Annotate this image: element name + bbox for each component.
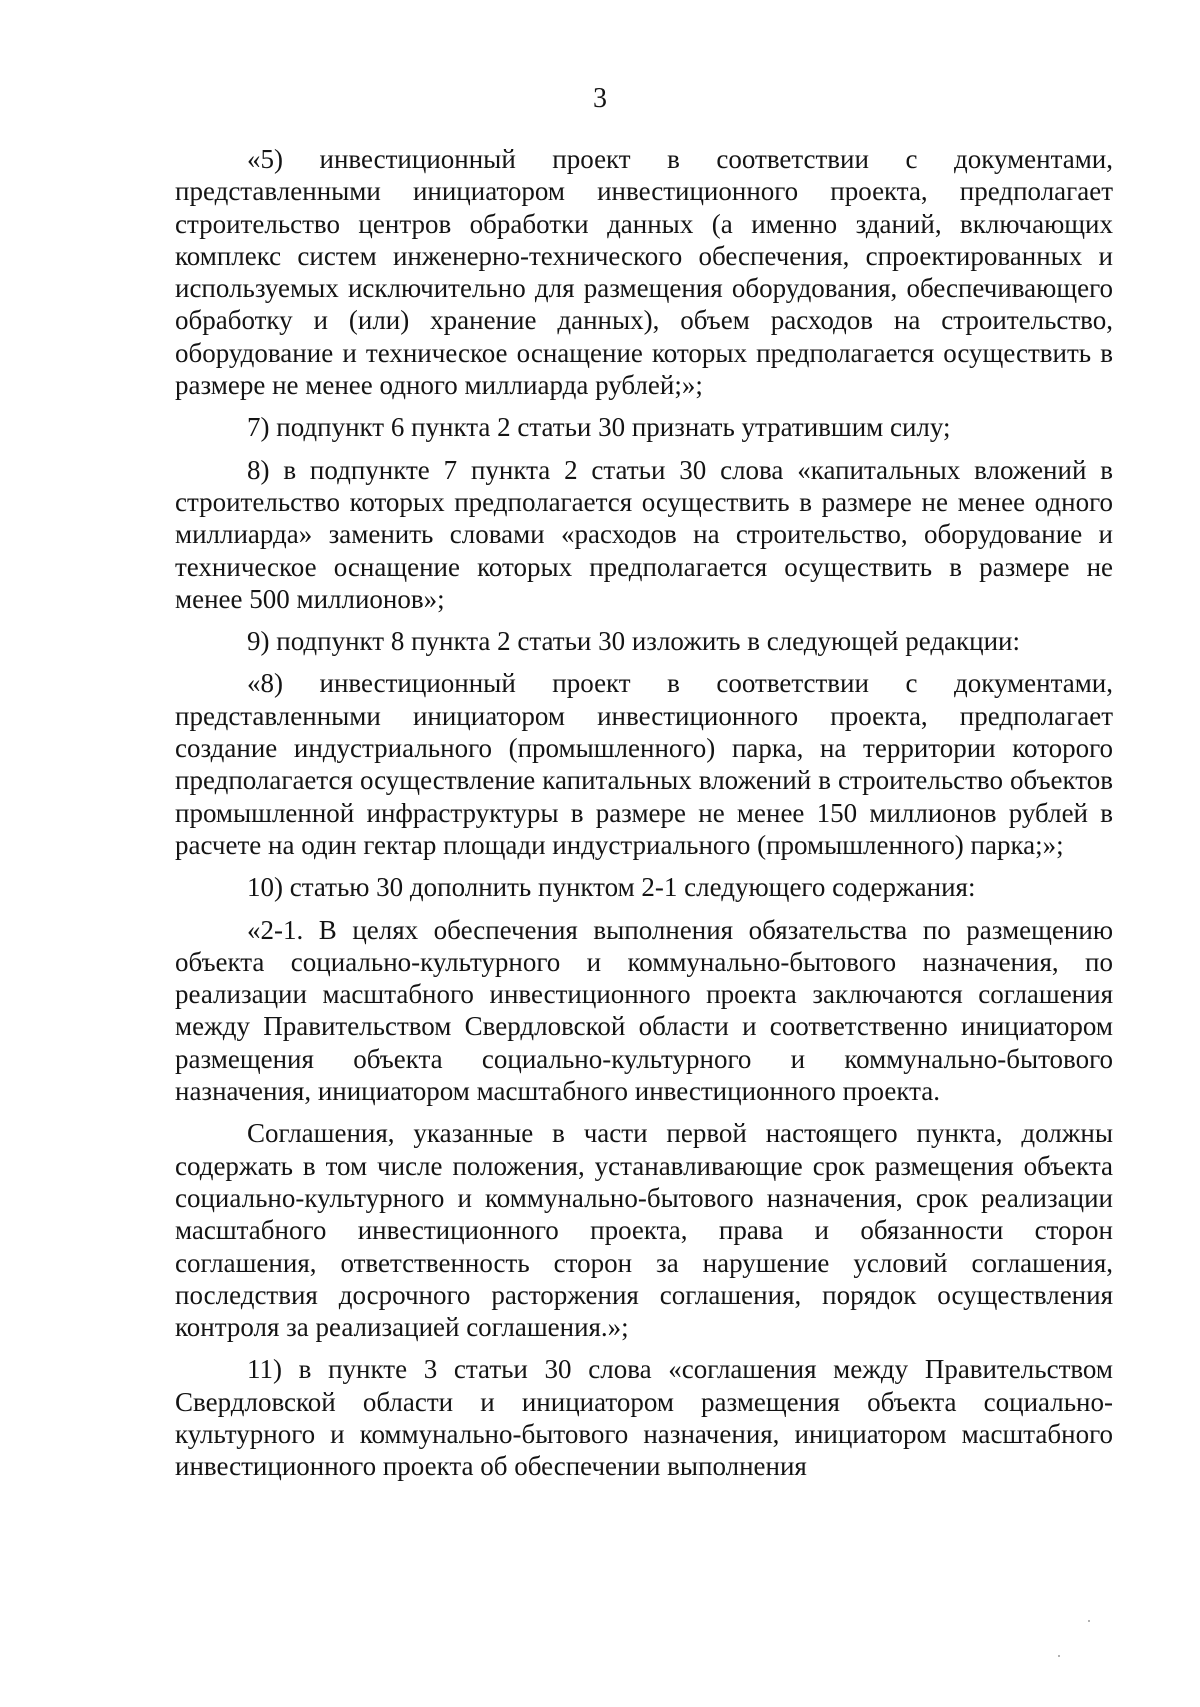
document-body xyxy=(175,143,1113,1493)
paragraph-item-5-quote: «5) инвестиционный проект в соответствии с документами, представленными инициатором инвестиционного проекта, предполагает строительство центров обработки данных (а именно зданий, включающих комплекс систем инженерно-технического обеспечения, спроектированных и используемых исключительно для размещения оборудования, обеспечивающего обработку и (или) хранение данных), объем расходов на строительство, оборудование и техническое оснащение которых предполагается осуществить в размере не менее одного миллиарда рублей;»; xyxy=(175,144,1113,401)
scan-speck xyxy=(1088,1620,1090,1622)
paragraph-item-9: 9) подпункт 8 пункта 2 статьи 30 изложить в следующей редакции: xyxy=(247,626,1021,657)
paragraph-item-11: 11) в пункте 3 статьи 30 слова «соглашения между Правительством Свердловской области и инициатором размещения объекта социально-культурного и коммунально-бытового назначения, инициатором масштабного инвестиционного проекта об обеспечении выполнения xyxy=(175,1354,1113,1482)
paragraph-item-7: 7) подпункт 6 пункта 2 статьи 30 признать утратившим силу; xyxy=(247,412,951,443)
paragraph-agreements: Соглашения, указанные в части первой настоящего пункта, должны содержать в том числе положения, устанавливающие срок размещения объекта социально-культурного и коммунально-бытового назначения, срок реализации масштабного инвестиционного проекта, права и обязанности сторон соглашения, ответственность сторон за нарушение условий соглашения, последствия досрочного расторжения соглашения, порядок осуществления контроля за реализацией соглашения.»; xyxy=(175,1118,1113,1343)
scan-speck xyxy=(1058,1655,1060,1657)
page-number: 3 xyxy=(593,83,607,114)
paragraph-item-8: 8) в подпункте 7 пункта 2 статьи 30 слова «капитальных вложений в строительство которых предполагается осуществить в размере не менее одного миллиарда» заменить словами «расходов на строительство, оборудование и техническое оснащение которых предполагается осуществить в размере не менее 500 миллионов»; xyxy=(175,454,1113,614)
paragraph-item-2-1-quote: «2-1. В целях обеспечения выполнения обязательства по размещению объекта социально-культурного и коммунально-бытового назначения, по реализации масштабного инвестиционного проекта заключаются соглашения между Правительством Свердловской области и соответственно инициатором размещения объекта социально-культурного и коммунально-бытового назначения, инициатором масштабного инвестиционного проекта. xyxy=(175,914,1113,1107)
paragraph-item-8-quote: «8) инвестиционный проект в соответствии с документами, представленными инициатором инвестиционного проекта, предполагает создание индустриального (промышленного) парка, на территории которого предполагается осуществление капитальных вложений в строительство объектов промышленной инфраструктуры в размере не менее 150 миллионов рублей в расчете на один гектар площади индустриального (промышленного) парка;»; xyxy=(175,668,1113,860)
paragraph-item-10: 10) статью 30 дополнить пунктом 2-1 следующего содержания: xyxy=(247,872,976,903)
